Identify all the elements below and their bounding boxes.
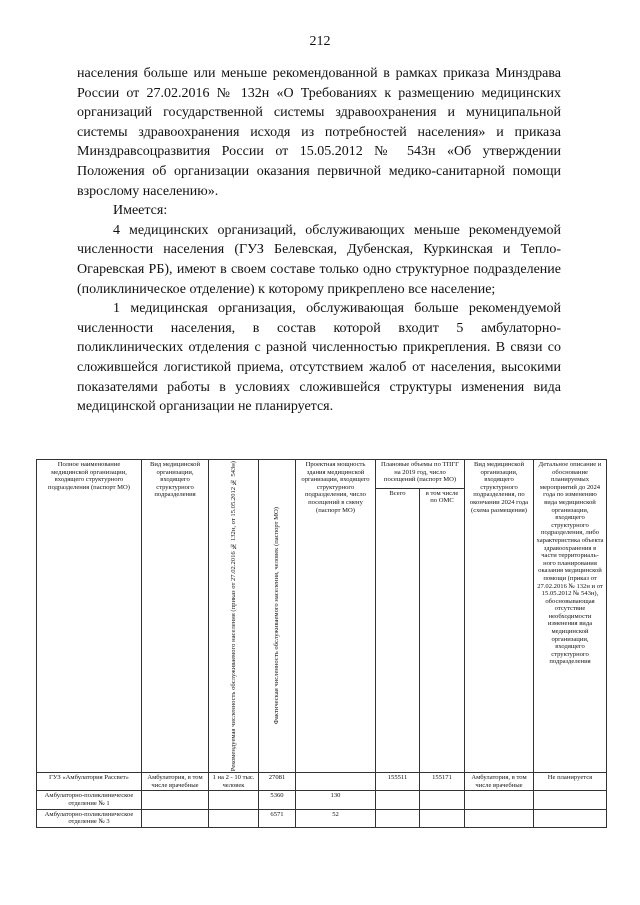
cell-description: Не планируется [534,773,607,791]
header-oms: в том числе по ОМС [420,488,465,772]
cell-type-2024: Амбулатория, в том числе врачебные [465,773,534,791]
cell-oms [420,791,465,809]
table-row [37,773,607,791]
cell-oms: 155171 [420,773,465,791]
cell-type: Амбулатория, в том числе врачебные [142,773,209,791]
cell-capacity [296,773,376,791]
paragraph: Имеется: [113,203,168,219]
cell-type-2024 [465,791,534,809]
header-recommended-text: Рекомендуемая численность обслуживаемого населения (приказ от 27.02.2016 № 132н, от 15.05.2012 № 543н) [229,461,237,772]
body-text [77,64,561,417]
page-number: 212 [309,34,331,49]
header-type-2024: Вид медицинской организации, входящего структурного подразделения, по окончании 2024 года (схема размещения) [465,460,534,773]
cell-total: 155511 [376,773,420,791]
header-actual [259,460,296,773]
cell-type [142,791,209,809]
header-recommended [209,460,259,773]
cell-actual: 27081 [259,773,296,791]
cell-oms [420,809,465,827]
header-description: Детальное описание и обоснование планируемых мероприятий до 2024 года по изменению вида медицинской организации, входящего структурного подразделения, либо характеристика объекта здравоохранения в части территориаль-ного планирования оказания медицинской помощи (приказ от 27.02.2016 № 132н и от 15.05.2012 № 543н), обосновывающая отсутствие необходимости изменения вида медицинской организации, входящего структурного подразделения [534,460,607,773]
header-total: Всего [376,488,420,772]
cell-actual: 5360 [259,791,296,809]
cell-name: ГУЗ «Амбулатория Рассвет» [37,773,142,791]
organizations-table [36,459,607,828]
cell-description [534,791,607,809]
cell-actual: 6571 [259,809,296,827]
cell-description [534,809,607,827]
cell-name: Амбулаторно-поликлиническое отделение № 3 [37,809,142,827]
header-planned-volumes: Плановые объемы по ТПГГ на 2019 год, число посещений (паспорт МО) [376,460,465,489]
header-org-name: Полное наименование медицинской организации, входящего структурного подразделения (паспорт МО) [37,460,142,773]
cell-total [376,791,420,809]
cell-recommended [209,809,259,827]
paragraph: населения больше или меньше рекомендованной в рамках приказа Минздрава России от 27.02.2016 № 132н «О Требованиях к размещению медицинских организаций государственной системы здравоохранения и муниципальной системы здравоохранения исходя из потребностей населения» и приказа Минздравсоцразвития России от 15.05.2012 № 543н «Об утверждении Положения об организации оказания первичной медико-санитарной помощи взрослому населению». [77,66,561,199]
cell-type [142,809,209,827]
header-actual-text: Фактическая численность обслуживаемого населения, человек (паспорт МО) [273,507,281,725]
header-org-type: Вид медицинской организации, входящего структурного подразделения [142,460,209,773]
paragraph: 4 медицинских организаций, обслуживающих меньше рекомендуемой численности населения (ГУЗ Белевская, Дубенская, Куркинская и Тепло-Огаревская РБ), имеют в своем составе только одно структурное подразделение (поликлиническое отделение) к которому прикреплено все население; [77,222,561,297]
cell-total [376,809,420,827]
cell-recommended: 1 на 2 - 10 тыс. человек [209,773,259,791]
cell-capacity: 130 [296,791,376,809]
paragraph: 1 медицинская организация, обслуживающая больше рекомендуемой численности населения, в состав которой входит 5 амбулаторно-поликлинических отделения с разной численностью прикрепления. В связи со сложившейся логистикой приема, отсутствием жалоб от населения, высокими показателями работы в условиях сложившейся структуры изменения вида медицинской организации не планируется. [77,301,561,415]
cell-type-2024 [465,809,534,827]
header-capacity: Проектная мощность здания медицинской организации, входящего структурного подразделения, число посещений в смену (паспорт МО) [296,460,376,773]
cell-capacity: 52 [296,809,376,827]
table-row [37,809,607,827]
cell-name: Амбулаторно-поликлиническое отделение № 1 [37,791,142,809]
table-row [37,791,607,809]
cell-recommended [209,791,259,809]
